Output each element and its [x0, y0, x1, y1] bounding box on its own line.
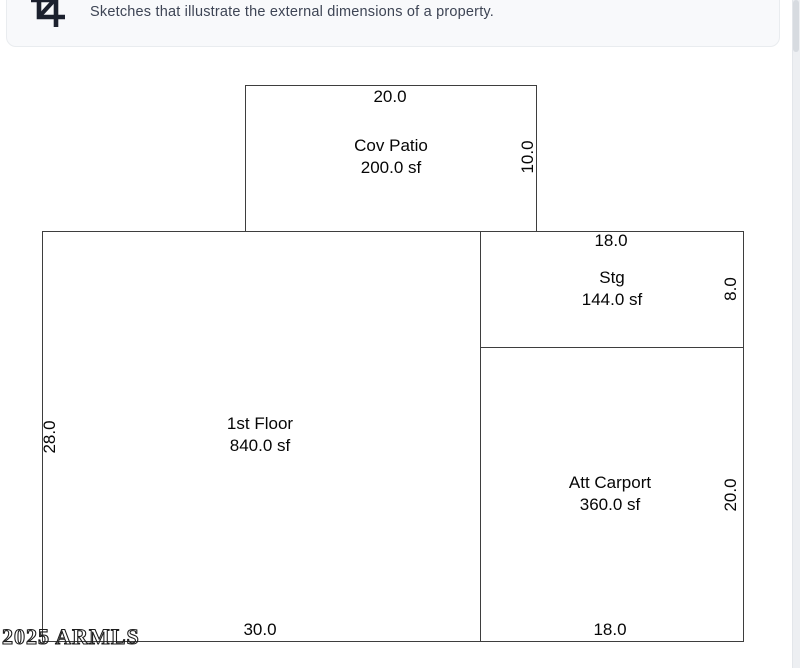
cov-patio-dim-right: 10.0 — [518, 140, 537, 174]
stg-area: 144.0 sf — [581, 290, 643, 309]
att-carport-dim-bottom: 18.0 — [593, 620, 627, 639]
first-floor-name: 1st Floor — [226, 414, 294, 433]
cov-patio-name: Cov Patio — [354, 136, 428, 155]
att-carport-label — [569, 472, 651, 516]
sketch-description-text: Sketches that illustrate the external dimensions of a property. — [90, 4, 495, 20]
cov-patio-label — [354, 135, 428, 179]
first-floor-dim-left: 28.0 — [40, 420, 59, 454]
att-carport-dim-right: 20.0 — [721, 478, 740, 512]
first-floor-dim-bottom: 30.0 — [243, 620, 277, 639]
cov-patio-area: 200.0 sf — [360, 158, 422, 177]
att-carport-name: Att Carport — [568, 473, 652, 492]
stg-label — [582, 267, 643, 311]
armls-watermark: 2025 ARMLS — [2, 624, 140, 649]
stg-dim-right: 8.0 — [721, 277, 740, 301]
scrollbar-thumb[interactable] — [793, 0, 799, 52]
stg-dim-top: 18.0 — [594, 231, 628, 250]
crop-icon — [31, 0, 65, 27]
att-carport-area: 360.0 sf — [579, 495, 641, 514]
scrollbar-track[interactable] — [792, 0, 800, 668]
stg-name: Stg — [599, 268, 625, 287]
first-floor-label — [227, 413, 293, 457]
cov-patio-dim-top: 20.0 — [373, 87, 407, 106]
first-floor-area: 840.0 sf — [229, 436, 291, 455]
sketch-description-card — [6, 0, 780, 47]
